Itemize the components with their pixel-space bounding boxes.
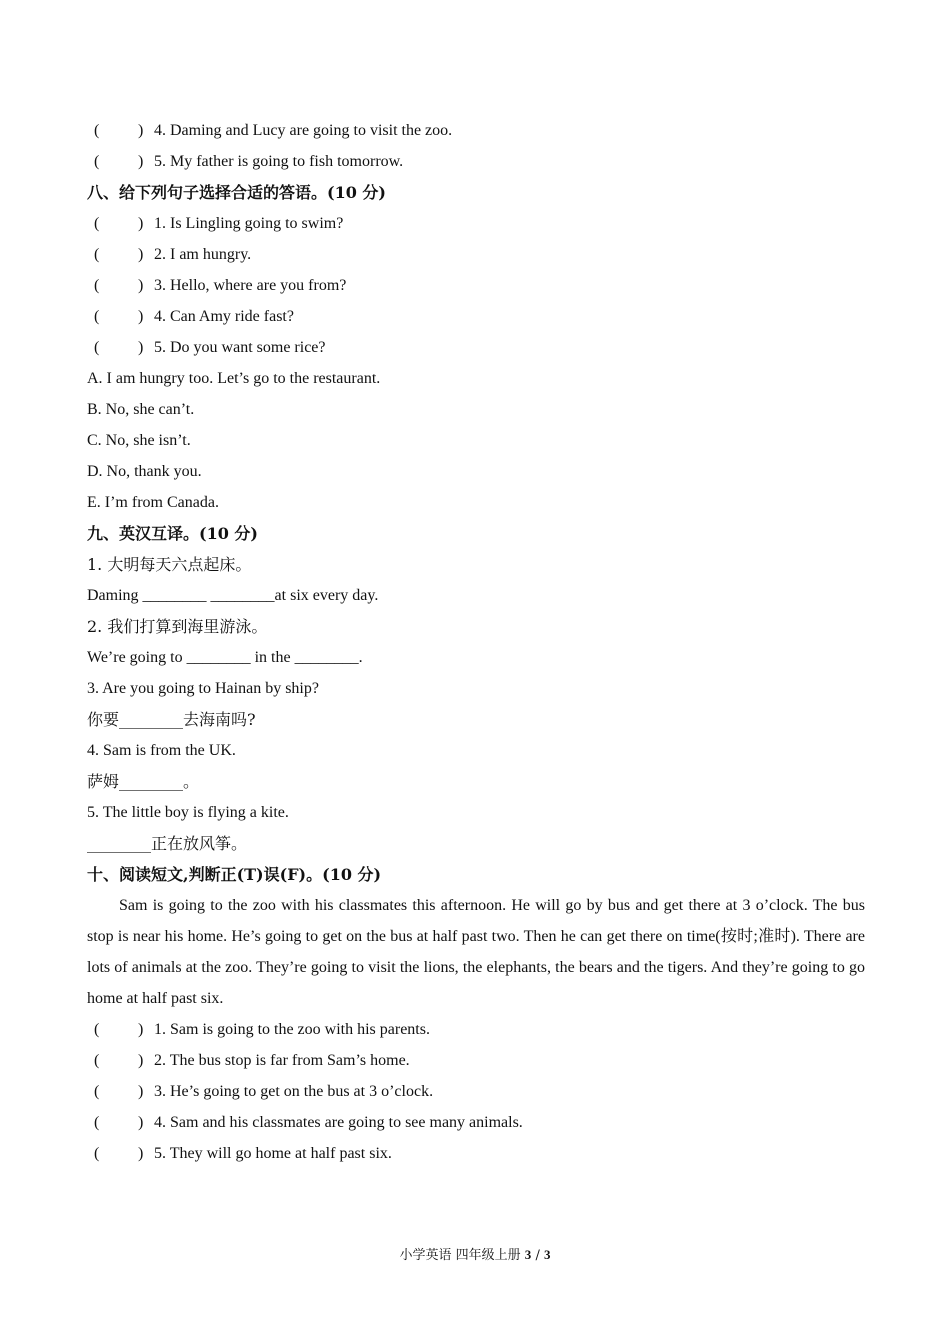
section8-option-e: E. I’m from Canada. bbox=[87, 494, 219, 511]
question-text: 4. Sam and his classmates are going to see many animals. bbox=[154, 1114, 523, 1131]
section10-question-5 bbox=[87, 1138, 865, 1169]
footer-page-number: 3 bbox=[524, 1247, 532, 1262]
section7-question-4 bbox=[87, 115, 865, 146]
reading-passage: Sam is going to the zoo with his classmates this afternoon. He will go by bus and get there at 3 o’clock. The bus stop is near his home. He’s going to get on the bus at half past two. Then he can get there on time(按时;准时). There are lots of animals at the zoo. They’re going to visit the lions, the elephants, the bears and the tigers. And they’re going to go home at half past six. bbox=[87, 897, 865, 1007]
answer-paren-close: ) bbox=[138, 246, 144, 263]
page-footer bbox=[0, 1245, 950, 1266]
section9-item-1-answer: Daming ________ ________at six every day. bbox=[87, 587, 379, 604]
section9-item-5-prompt: 5. The little boy is flying a kite. bbox=[87, 804, 289, 821]
section8-option-d: D. No, thank you. bbox=[87, 463, 202, 480]
answer-paren-open: ( bbox=[94, 339, 100, 356]
question-text: 3. Hello, where are you from? bbox=[154, 277, 347, 294]
answer-paren-open: ( bbox=[94, 1114, 100, 1131]
answer-paren-close: ) bbox=[138, 215, 144, 232]
footer-separator: / bbox=[535, 1248, 540, 1263]
section9-heading: 九、英汉互译。(10 分) bbox=[87, 524, 258, 543]
answer-paren-close: ) bbox=[138, 308, 144, 325]
section10-question-1 bbox=[87, 1014, 865, 1045]
answer-paren-open: ( bbox=[94, 1021, 100, 1038]
answer-paren-close: ) bbox=[138, 1021, 144, 1038]
question-text: 4. Daming and Lucy are going to visit the zoo. bbox=[154, 122, 453, 139]
section9-item-2-prompt: 2. 我们打算到海里游泳。 bbox=[87, 617, 268, 636]
answer-paren-close: ) bbox=[138, 1052, 144, 1069]
section9-item-3-answer: 你要________去海南吗? bbox=[87, 710, 256, 729]
answer-paren-open: ( bbox=[94, 122, 100, 139]
section8-question-5 bbox=[87, 332, 865, 363]
footer-label: 小学英语 四年级上册 bbox=[399, 1248, 521, 1263]
page-content bbox=[87, 115, 865, 1169]
section7-question-5 bbox=[87, 146, 865, 177]
section9-item-3-prompt: 3. Are you going to Hainan by ship? bbox=[87, 680, 319, 697]
section9-item-1-prompt: 1. 大明每天六点起床。 bbox=[87, 555, 252, 574]
section10-question-2 bbox=[87, 1045, 865, 1076]
answer-paren-close: ) bbox=[138, 277, 144, 294]
answer-paren-open: ( bbox=[94, 246, 100, 263]
answer-paren-open: ( bbox=[94, 1083, 100, 1100]
section10-heading: 十、阅读短文,判断正(T)误(F)。(10 分) bbox=[87, 865, 382, 884]
question-text: 5. Do you want some rice? bbox=[154, 339, 326, 356]
answer-paren-close: ) bbox=[138, 1114, 144, 1131]
section9-item-5-answer: ________正在放风筝。 bbox=[87, 834, 248, 853]
answer-paren-close: ) bbox=[138, 1145, 144, 1162]
question-text: 4. Can Amy ride fast? bbox=[154, 308, 294, 325]
question-text: 1. Sam is going to the zoo with his parents. bbox=[154, 1021, 430, 1038]
section8-question-2 bbox=[87, 239, 865, 270]
answer-paren-close: ) bbox=[138, 339, 144, 356]
section8-question-4 bbox=[87, 301, 865, 332]
section9-item-4-answer: 萨姆________。 bbox=[87, 772, 200, 791]
answer-paren-close: ) bbox=[138, 122, 144, 139]
answer-paren-open: ( bbox=[94, 277, 100, 294]
section8-question-3 bbox=[87, 270, 865, 301]
answer-paren-open: ( bbox=[94, 153, 100, 170]
question-text: 5. They will go home at half past six. bbox=[154, 1145, 392, 1162]
answer-paren-close: ) bbox=[138, 1083, 144, 1100]
section9-item-2-answer: We’re going to ________ in the ________. bbox=[87, 649, 363, 666]
section8-option-a: A. I am hungry too. Let’s go to the restaurant. bbox=[87, 370, 381, 387]
question-text: 2. The bus stop is far from Sam’s home. bbox=[154, 1052, 410, 1069]
section8-heading: 八、给下列句子选择合适的答语。(10 分) bbox=[87, 183, 386, 202]
section8-question-1 bbox=[87, 208, 865, 239]
section10-question-4 bbox=[87, 1107, 865, 1138]
answer-paren-close: ) bbox=[138, 153, 144, 170]
footer-total-pages: 3 bbox=[543, 1247, 551, 1262]
section9-item-4-prompt: 4. Sam is from the UK. bbox=[87, 742, 236, 759]
question-text: 1. Is Lingling going to swim? bbox=[154, 215, 344, 232]
answer-paren-open: ( bbox=[94, 1052, 100, 1069]
question-text: 5. My father is going to fish tomorrow. bbox=[154, 153, 404, 170]
question-text: 3. He’s going to get on the bus at 3 o’clock. bbox=[154, 1083, 434, 1100]
answer-paren-open: ( bbox=[94, 1145, 100, 1162]
question-text: 2. I am hungry. bbox=[154, 246, 252, 263]
answer-paren-open: ( bbox=[94, 215, 100, 232]
section10-question-3 bbox=[87, 1076, 865, 1107]
section8-option-c: C. No, she isn’t. bbox=[87, 432, 191, 449]
answer-paren-open: ( bbox=[94, 308, 100, 325]
section8-option-b: B. No, she can’t. bbox=[87, 401, 195, 418]
